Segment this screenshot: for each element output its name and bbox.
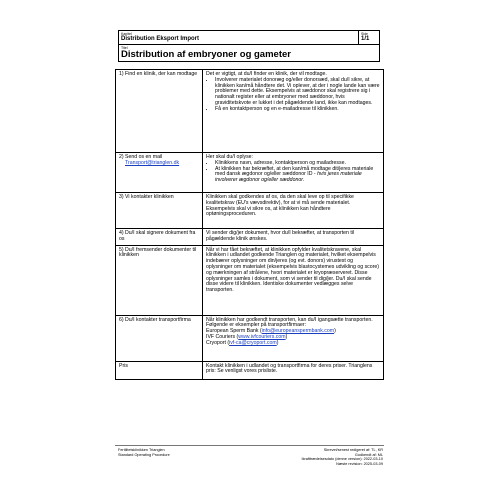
- document-header: [118, 30, 380, 62]
- title-cell: [119, 45, 379, 61]
- page-label: Side: [361, 32, 369, 36]
- transport-line: Når klinikken har godkendt transporten, kan du/I igangsætte transporten.: [206, 316, 373, 323]
- company-name: IVF Couriers (: [206, 333, 239, 340]
- step-label: Pris: [116, 361, 203, 379]
- footer-left: [118, 448, 170, 457]
- chapter-label: Kapitel: [121, 32, 132, 36]
- transport-email-link[interactable]: Transport@trianglen.dk: [125, 159, 180, 166]
- step-label: 6) Du/I kontakter transportfirma: [116, 315, 203, 361]
- bullet-item: [215, 167, 380, 184]
- procedure-table: [115, 69, 384, 380]
- page-number: 1/1: [361, 36, 370, 42]
- company-name: European Sperm Bank (: [206, 328, 262, 335]
- step-label: 3) Vi kontakter klinikken: [116, 193, 203, 229]
- next-revision: Næste revision: 2025-03-09: [336, 461, 383, 466]
- title-label: Titel: [121, 46, 128, 50]
- effective-date: Ikrafttrædelsesdato (denne version): 2022-03-10: [301, 457, 383, 462]
- step-label: [116, 153, 203, 193]
- company-link[interactable]: info@europeanspermbank.com: [261, 328, 335, 335]
- table-row: [116, 229, 384, 246]
- bullet-item: • Få en kontaktperson og en e-mailadresse til klinikken.: [215, 107, 380, 113]
- step-intro: Det er vigtigt, at du/I finder en klinik, der vil modtage.: [206, 71, 327, 77]
- company-line: [206, 341, 380, 347]
- step-intro: Her skal du/I oplyse:: [206, 154, 253, 160]
- bullet-italic-text: hvis jeres materiale involverer ægdonor og/eller sæddonor.: [215, 171, 362, 184]
- step-description: [203, 315, 384, 361]
- step-description: [203, 153, 384, 193]
- footer-right: [294, 448, 383, 466]
- table-row: [116, 315, 384, 361]
- step-bullets: [206, 161, 380, 184]
- bullet-text: At klinikken har bekræftet, at den kan/må modtage dit/jeres materiale med dansk ægdonor og/eller sæddonor ID -: [215, 165, 374, 178]
- document-title: Distribution af embryoner og gameter: [121, 49, 291, 60]
- title-row: [119, 45, 379, 61]
- approver-info: Godkendt af: ML: [354, 452, 383, 457]
- bullet-item: • Klinikkens navn, adresse, kontaktperson og mailadresse.: [215, 161, 380, 167]
- step-description: Når vi har fået bekræftet, at klinikken opfylder kvalitetskravene, skal klinikken i udlandet godkende Trianglen og materialet, hvilket eksempelvis indebærer oplysninger om din/jeres (og evt. donors) virustest og oplysninger om materialet (eksempelvis blastocystemes udvikling og score) og mærkningen af strå/ene, hvori materialet er kryopræserveret. Disse oplysninger samles i dokument, som vi sender til dig/jer. Du/I skal sende disse videre til klinikken. Identiske dokumenter vedlægges selve transporten.: [203, 245, 384, 315]
- step-description: Vi sender dig/jer dokument, hvor du/I bekræfter, at transporten til pågældende klinik ønskes.: [203, 229, 384, 246]
- footer-divider: [115, 445, 384, 446]
- table-row: [116, 245, 384, 315]
- table-row: [116, 70, 384, 153]
- step-bullets: [206, 78, 380, 113]
- clinic-name: Fertilitetsklinikken Trianglen: [118, 448, 165, 452]
- author-info: Skrevet/senest redigeret af: TL, KR: [323, 448, 383, 452]
- table-row: [116, 153, 384, 193]
- company-close: ): [334, 328, 336, 335]
- step-description: Klinikken skal godkendes af os, da den skal leve op til specifikke kvalitetskrav (EU's vævsdirektiv), for at vi må sende materialet. Eksempelvis skal vi sikre os, at klinikken kan håndtere optøningsproceduren.: [203, 193, 384, 229]
- transport-line: Følgende er eksempler på transportfirmaer:: [206, 322, 307, 329]
- bullet-item: • Involverer materialet donoræg og/eller donorsæd, skal du/I sikre, at klinikken kan/må håndtere det. Vi oplever, at der i nogle lande kan være problemer med dette. Eksempelvis at sæddonor skal registrere sig i nationalt register eller at embryoner med sæddonor, hvis graviditetskvote er lukket i det pågældende land, ikke kan modtages.: [215, 78, 380, 107]
- step-label: 1) Find en klinik, der kan modtage: [116, 70, 203, 153]
- table-row: [116, 361, 384, 379]
- step-label-text: 2) Send os en mail: [119, 154, 163, 160]
- company-link[interactable]: www.ivfcouriers.com: [238, 333, 286, 340]
- company-close: ): [276, 339, 279, 346]
- company-close: ): [285, 333, 288, 340]
- step-description: Kontakt klinikken i udlandet og transportfirma for deres priser. Trianglens pris: Se venligst vores prisliste.: [203, 361, 384, 379]
- chapter-row: [119, 31, 379, 45]
- step-label: 4) Du/I skal signere dokument fra os: [116, 229, 203, 246]
- sop-label: Standard Operating Procedure: [118, 452, 170, 457]
- step-description: [203, 70, 384, 153]
- page-cell: [358, 31, 379, 44]
- chapter-cell: [119, 31, 358, 44]
- chapter-value: Distribution Eksport Import: [121, 36, 199, 42]
- company-link[interactable]: ivf-ca@cryoport.com: [229, 339, 277, 346]
- table-row: [116, 193, 384, 229]
- company-name: Cryoport (: [206, 339, 230, 346]
- step-label: 5) Du/I fremsender dokumenter til klinikken: [116, 245, 203, 315]
